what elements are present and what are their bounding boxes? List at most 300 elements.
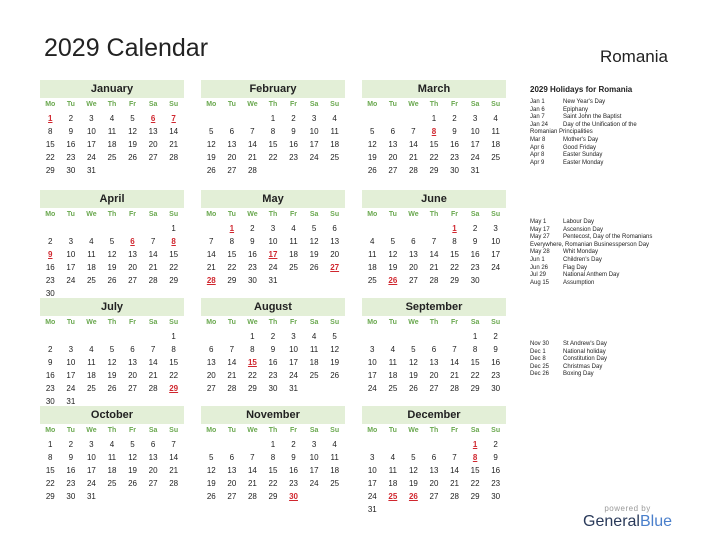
day: 26 — [408, 384, 418, 393]
day: 21 — [169, 140, 179, 149]
empty-cell — [383, 438, 404, 451]
empty-cell — [81, 330, 102, 343]
day: 20 — [388, 153, 398, 162]
month-name: October — [40, 406, 184, 424]
weekday-label: Mo — [206, 319, 217, 326]
day: 23 — [45, 384, 55, 393]
day: 19 — [128, 466, 137, 475]
weekday-label: Su — [169, 211, 179, 218]
day: 21 — [227, 371, 237, 380]
day: 16 — [66, 466, 76, 475]
weekday-label: Tu — [227, 211, 236, 218]
month-name: June — [362, 190, 506, 208]
day: 29 — [470, 492, 480, 501]
day: 24 — [66, 384, 76, 393]
empty-cell — [362, 222, 383, 235]
holiday-entry — [530, 371, 690, 379]
day: 11 — [87, 250, 96, 259]
day: 18 — [309, 358, 319, 367]
empty-cell — [424, 438, 445, 451]
day: 28 — [450, 492, 459, 501]
day: 7 — [250, 453, 255, 462]
day: 1 — [250, 332, 255, 341]
day: 3 — [291, 332, 296, 341]
day: 25 — [86, 276, 96, 285]
day: 23 — [450, 153, 459, 162]
day: 18 — [289, 250, 298, 259]
day: 12 — [206, 140, 216, 149]
holiday-name: Whit Monday — [563, 249, 599, 256]
weekday-header — [201, 316, 345, 330]
weekday-label: Sa — [148, 211, 158, 218]
weekday-header — [201, 424, 345, 438]
month-june — [362, 190, 506, 287]
day: 4 — [109, 440, 115, 449]
weekday-label: Su — [491, 427, 501, 434]
month-january — [40, 80, 184, 177]
month-name: November — [201, 406, 345, 424]
day: 2 — [291, 440, 296, 449]
day-grid — [362, 438, 506, 516]
day: 8 — [250, 345, 255, 354]
holiday-name: Saint John the Baptist — [563, 114, 622, 121]
weekday-label: Th — [429, 319, 439, 326]
weekday-label: Sa — [309, 211, 319, 218]
day: 7 — [431, 237, 437, 246]
day: 25 — [330, 479, 340, 488]
holiday-entry — [530, 257, 690, 265]
day: 14 — [450, 466, 459, 475]
day: 11 — [388, 466, 397, 475]
holiday-name: National holiday — [563, 348, 606, 355]
weekday-label: Tu — [227, 319, 236, 326]
month-september — [362, 298, 506, 395]
day: 3 — [270, 224, 276, 233]
day: 24 — [86, 153, 96, 162]
day: 6 — [209, 345, 214, 354]
holiday-date: May 28 — [530, 249, 550, 256]
day: 15 — [227, 250, 237, 259]
weekday-label: Mo — [45, 211, 56, 218]
day: 5 — [209, 453, 214, 462]
day: 28 — [148, 384, 158, 393]
country-name: Romania — [599, 47, 668, 66]
day: 3 — [311, 440, 317, 449]
day: 19 — [408, 479, 418, 488]
day: 10 — [367, 466, 377, 475]
weekday-label: Tu — [66, 319, 75, 326]
day: 1 — [431, 114, 437, 123]
holiday-entry — [530, 114, 690, 122]
day: 23 — [491, 479, 501, 488]
day: 15 — [450, 250, 459, 259]
weekday-label: Th — [268, 101, 278, 108]
holidays-title: 2029 Holidays for Romania — [530, 85, 633, 94]
day: 9 — [48, 358, 53, 367]
day: 4 — [89, 345, 94, 354]
day: 19 — [367, 153, 377, 162]
holiday-day: 1 — [452, 224, 457, 233]
day: 11 — [309, 345, 319, 354]
weekday-label: Sa — [148, 319, 158, 326]
holiday-entry — [530, 249, 690, 257]
holiday-name: Good Friday — [563, 144, 597, 151]
day: 19 — [107, 371, 117, 380]
day: 25 — [107, 153, 117, 162]
day: 15 — [169, 358, 179, 367]
empty-cell — [122, 330, 143, 343]
holiday-entry — [530, 280, 690, 288]
day: 7 — [411, 127, 416, 136]
day: 11 — [107, 127, 117, 136]
holiday-entry — [530, 129, 690, 137]
empty-cell — [61, 222, 82, 235]
day: 5 — [130, 114, 135, 123]
day: 8 — [48, 127, 53, 136]
day: 19 — [330, 358, 340, 367]
holiday-date: May 1 — [530, 219, 547, 225]
holiday-name: Children's Day — [563, 256, 602, 263]
day: 6 — [411, 237, 416, 246]
month-name: July — [40, 298, 184, 316]
day: 7 — [209, 237, 214, 246]
day: 14 — [408, 140, 418, 149]
weekday-label: Fr — [129, 211, 137, 218]
day: 12 — [408, 358, 418, 367]
day: 10 — [66, 250, 76, 259]
weekday-header — [201, 208, 345, 222]
month-april — [40, 190, 184, 300]
holiday-date: Jul 29 — [530, 272, 547, 279]
day: 21 — [450, 479, 459, 488]
empty-cell — [201, 112, 222, 125]
day: 23 — [491, 371, 501, 380]
day: 22 — [169, 263, 179, 272]
day: 17 — [289, 358, 298, 367]
holiday-date: May 17 — [530, 226, 550, 233]
brand-name-part2: Blue — [639, 513, 672, 530]
day: 15 — [268, 466, 278, 475]
holiday-entry — [530, 145, 690, 153]
day: 30 — [491, 384, 501, 393]
empty-cell — [40, 330, 61, 343]
day: 24 — [367, 492, 377, 501]
weekday-label: Su — [491, 211, 501, 218]
day: 5 — [390, 237, 396, 246]
day: 13 — [128, 358, 137, 367]
day: 14 — [148, 358, 158, 367]
day: 15 — [429, 140, 439, 149]
day-grid — [201, 222, 345, 287]
day: 12 — [128, 453, 137, 462]
day: 19 — [309, 250, 319, 259]
day: 12 — [330, 345, 340, 354]
day: 24 — [309, 153, 319, 162]
weekday-label: Fr — [451, 319, 459, 326]
day: 1 — [472, 332, 478, 341]
month-name: April — [40, 190, 184, 208]
day: 10 — [491, 237, 501, 246]
holiday-entry — [530, 265, 690, 273]
day: 24 — [268, 263, 278, 272]
holiday-group-1 — [530, 99, 690, 167]
day: 28 — [247, 166, 257, 175]
day: 10 — [470, 127, 480, 136]
day: 27 — [148, 479, 158, 488]
day: 18 — [107, 140, 117, 149]
day: 3 — [68, 345, 74, 354]
day: 29 — [470, 384, 480, 393]
day: 3 — [370, 453, 375, 462]
day: 12 — [388, 250, 398, 259]
holiday-day: 25 — [388, 492, 398, 501]
weekday-label: Th — [107, 427, 117, 434]
weekday-label: Fr — [129, 427, 137, 434]
empty-cell — [102, 222, 123, 235]
empty-cell — [444, 330, 465, 343]
weekday-label: Sa — [470, 211, 480, 218]
day: 21 — [429, 263, 439, 272]
day: 2 — [493, 440, 498, 449]
day: 25 — [330, 153, 340, 162]
empty-cell — [383, 330, 404, 343]
empty-cell — [362, 438, 383, 451]
day: 14 — [247, 140, 257, 149]
holiday-day: 7 — [171, 114, 176, 123]
weekday-header — [40, 316, 184, 330]
day: 27 — [429, 492, 439, 501]
weekday-label: Tu — [388, 319, 397, 326]
day: 29 — [227, 276, 237, 285]
holiday-day: 26 — [408, 492, 418, 501]
day-grid — [201, 330, 345, 395]
day: 10 — [309, 453, 319, 462]
empty-cell — [222, 112, 243, 125]
holiday-date: Jun 26 — [530, 264, 549, 271]
day: 14 — [227, 358, 237, 367]
day: 4 — [291, 224, 296, 233]
day: 23 — [289, 153, 298, 162]
day: 26 — [107, 276, 117, 285]
day: 25 — [86, 384, 96, 393]
day: 7 — [452, 453, 457, 462]
day: 8 — [48, 453, 53, 462]
weekday-label: Su — [330, 319, 340, 326]
holiday-date: Dec 26 — [530, 371, 550, 378]
weekday-label: Tu — [388, 427, 397, 434]
day: 6 — [229, 453, 235, 462]
holiday-name: Christmas Day — [563, 363, 603, 370]
day: 21 — [247, 153, 257, 162]
day: 16 — [491, 358, 501, 367]
day: 18 — [86, 263, 96, 272]
day: 3 — [311, 114, 317, 123]
day: 20 — [227, 153, 237, 162]
day: 17 — [367, 371, 377, 380]
holiday-entry — [530, 349, 690, 357]
day: 1 — [48, 440, 53, 449]
day: 6 — [130, 345, 135, 354]
day: 28 — [148, 276, 158, 285]
day: 30 — [66, 492, 76, 501]
day: 28 — [450, 384, 459, 393]
holiday-name: St Andrew's Day — [563, 341, 607, 347]
day: 10 — [309, 127, 319, 136]
day: 25 — [388, 384, 398, 393]
day: 29 — [45, 492, 55, 501]
day: 17 — [470, 140, 480, 149]
day: 4 — [370, 237, 375, 246]
day: 25 — [309, 371, 319, 380]
day: 30 — [247, 276, 257, 285]
holiday-day: 28 — [206, 276, 216, 285]
day: 21 — [148, 263, 158, 272]
day-grid — [201, 112, 345, 177]
holiday-entry — [530, 356, 690, 364]
month-name: May — [201, 190, 345, 208]
day: 21 — [247, 479, 257, 488]
day: 11 — [388, 358, 397, 367]
day-grid — [362, 222, 506, 287]
day: 4 — [332, 114, 337, 123]
day: 10 — [86, 453, 96, 462]
day: 22 — [45, 479, 55, 488]
day: 17 — [86, 140, 96, 149]
holiday-day: 30 — [289, 492, 298, 501]
empty-cell — [242, 112, 263, 125]
day: 20 — [330, 250, 340, 259]
month-name: September — [362, 298, 506, 316]
day: 16 — [491, 466, 501, 475]
day: 24 — [367, 384, 377, 393]
day: 4 — [89, 237, 94, 246]
holiday-entry — [530, 234, 690, 242]
month-name: March — [362, 80, 506, 98]
day: 13 — [330, 237, 340, 246]
weekday-label: Mo — [367, 319, 378, 326]
day: 3 — [68, 237, 74, 246]
holiday-date: Apr 9 — [530, 159, 545, 166]
day: 18 — [388, 371, 398, 380]
weekday-label: Mo — [367, 427, 378, 434]
day: 13 — [408, 250, 418, 259]
empty-cell — [201, 438, 222, 451]
day: 14 — [247, 466, 257, 475]
day: 27 — [408, 276, 418, 285]
weekday-label: We — [86, 101, 97, 108]
day: 30 — [45, 397, 55, 406]
day: 7 — [229, 345, 235, 354]
empty-cell — [102, 330, 123, 343]
weekday-label: Tu — [388, 211, 397, 218]
day: 14 — [429, 250, 439, 259]
day: 24 — [289, 371, 298, 380]
day: 17 — [309, 466, 319, 475]
day: 22 — [227, 263, 237, 272]
day: 18 — [86, 371, 96, 380]
day: 16 — [470, 250, 480, 259]
empty-cell — [383, 222, 404, 235]
holiday-day: 1 — [48, 114, 53, 123]
day: 29 — [45, 166, 55, 175]
day: 14 — [206, 250, 216, 259]
day: 2 — [291, 114, 296, 123]
brand-name — [583, 513, 672, 531]
day: 21 — [148, 371, 158, 380]
weekday-label: Tu — [227, 427, 236, 434]
day: 18 — [388, 479, 398, 488]
day: 5 — [411, 453, 416, 462]
day: 26 — [128, 479, 137, 488]
empty-cell — [383, 112, 404, 125]
day: 8 — [229, 237, 235, 246]
empty-cell — [143, 330, 164, 343]
day: 13 — [429, 466, 439, 475]
weekday-label: Fr — [129, 101, 137, 108]
weekday-label: Th — [429, 427, 439, 434]
holiday-entry — [530, 219, 690, 227]
holiday-entry — [530, 152, 690, 160]
holiday-day: 6 — [130, 237, 135, 246]
day: 29 — [450, 276, 459, 285]
day: 16 — [268, 358, 278, 367]
day: 2 — [68, 440, 74, 449]
weekday-label: Sa — [470, 319, 480, 326]
holiday-group-2 — [530, 219, 690, 287]
day: 27 — [227, 492, 237, 501]
day: 9 — [452, 127, 457, 136]
day: 14 — [169, 453, 179, 462]
empty-cell — [424, 222, 445, 235]
weekday-label: We — [408, 101, 419, 108]
holiday-entry — [530, 272, 690, 280]
day: 11 — [330, 453, 339, 462]
holiday-name: Easter Monday — [563, 159, 604, 166]
weekday-label: We — [408, 427, 419, 434]
weekday-label: Mo — [45, 427, 56, 434]
day: 22 — [470, 479, 480, 488]
day: 20 — [429, 371, 439, 380]
day: 13 — [148, 453, 158, 462]
brand-name-part1: General — [583, 513, 640, 530]
holiday-name: Mother's Day — [563, 136, 599, 143]
day-grid — [201, 438, 345, 503]
day: 31 — [367, 505, 377, 514]
weekday-label: Th — [268, 427, 278, 434]
month-name: August — [201, 298, 345, 316]
weekday-label: Su — [330, 101, 340, 108]
weekday-label: Th — [107, 211, 117, 218]
day: 15 — [470, 466, 480, 475]
month-name: January — [40, 80, 184, 98]
day: 29 — [247, 384, 257, 393]
day-grid — [40, 222, 184, 300]
day: 16 — [247, 250, 257, 259]
day: 19 — [206, 479, 216, 488]
day: 8 — [270, 127, 276, 136]
empty-cell — [403, 330, 424, 343]
empty-cell — [362, 112, 383, 125]
day: 3 — [89, 114, 94, 123]
weekday-header — [40, 208, 184, 222]
weekday-label: Tu — [227, 101, 236, 108]
day: 9 — [68, 127, 74, 136]
day: 12 — [107, 358, 117, 367]
weekday-label: Tu — [66, 211, 75, 218]
day: 5 — [130, 440, 135, 449]
day: 4 — [109, 114, 115, 123]
day: 12 — [206, 466, 216, 475]
